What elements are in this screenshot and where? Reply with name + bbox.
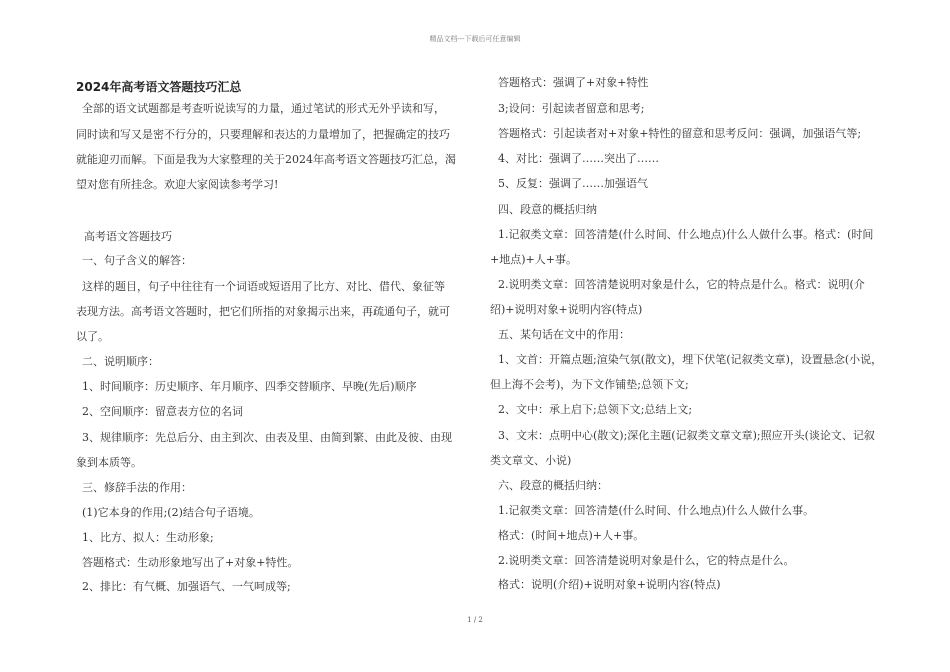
body-line: 1.记叙类文章：回答清楚(什么时间、什么地点)什么人做什么事。 [498,504,815,517]
body-line: 2.说明类文章：回答清楚说明对象是什么，它的特点是什么。 [498,554,795,567]
body-line: 但上海不会考)，为下文作铺垫;总领下文; [490,378,689,391]
body-line: 答题格式：生动形象地写出了+对象+特性。 [82,556,299,569]
body-line: 答题格式：强调了+对象+特性 [498,76,649,89]
body-line: 1、时间顺序：历史顺序、年月顺序、四季交替顺序、早晚(先后)顺序 [82,380,417,393]
body-line: 答题格式：引起读者对+对象+特性的留意和思考反问：强调，加强语气等; [498,127,862,140]
body-line: 3;设问：引起读者留意和思考; [498,102,645,115]
section-heading: 高考语文答题技巧 [84,230,172,243]
body-line: 象到本质等。 [76,456,142,469]
section-heading: 六、段意的概括归纳： [498,479,608,492]
body-line: 1.记叙类文章：回答清楚(什么时间、什么地点)什么人做什么事。格式：(时间 [498,228,874,241]
document-title: 2024年高考语文答题技巧汇总 [76,80,242,94]
body-line: (1)它本身的作用;(2)结合句子语境。 [82,506,260,519]
section-heading: 一、句子含义的解答： [82,254,192,267]
body-line: 类文章文、小说) [490,454,572,467]
section-heading: 五、某句话在文中的作用： [498,328,630,341]
section-heading: 二、说明顺序： [82,355,159,368]
body-line: 1、文首：开篇点题;渲染气氛(散文)，埋下伏笔(记叙类文章)，设置悬念(小说， [498,353,883,366]
body-line: 2、文中：承上启下;总领下文;总结上文; [498,403,693,416]
body-line: 3、文末：点明中心(散文);深化主题(记叙类文章文章);照应开头(谈论文、记叙 [498,429,875,442]
body-line: 表现方法。高考语文答题时，把它们所指的对象揭示出来，再疏通句子，就可 [76,305,450,318]
body-line: 这样的题目，句子中往往有一个词语或短语用了比方、对比、借代、象征等 [82,280,445,293]
body-line: 2、空间顺序：留意表方位的名词 [82,405,243,418]
body-line: 5、反复：强调了……加强语气 [498,177,648,190]
intro-line: 全部的语文试题都是考查听说读写的力量，通过笔试的形式无外乎读和写， [82,102,445,115]
intro-line: 望对您有所挂念。欢迎大家阅读参考学习! [76,178,279,191]
page-header: 精品文档---下载后可任意编辑 [429,35,521,43]
body-line: 格式：(时间+地点)+人+事。 [498,529,645,542]
body-line: 3、规律顺序：先总后分、由主到次、由表及里、由简到繁、由此及彼、由现 [82,431,452,444]
intro-line: 同时读和写又是密不行分的，只要理解和表达的力量增加了，把握确定的技巧 [76,128,450,141]
intro-line: 就能迎刃而解。下面是我为大家整理的关于2024年高考语文答题技巧汇总，渴 [76,153,456,166]
body-line: 2、排比：有气概、加强语气、一气呵成等; [82,580,291,593]
body-line: 1、比方、拟人：生动形象; [82,531,214,544]
body-line: 以了。 [76,330,109,343]
section-heading: 三、修辞手法的作用： [82,481,192,494]
body-line: 4、对比：强调了……突出了…… [498,152,659,165]
body-line: 2.说明类文章：回答清楚说明对象是什么，它的特点是什么。格式：说明(介 [498,278,865,291]
section-heading: 四、段意的概括归纳 [498,203,597,216]
body-line: 绍)+说明对象+说明内容(特点) [490,303,643,316]
body-line: 格式：说明(介绍)+说明对象+说明内容(特点) [498,578,721,591]
page-number: 1 / 2 [467,616,483,624]
body-line: +地点)+人+事。 [490,253,577,266]
